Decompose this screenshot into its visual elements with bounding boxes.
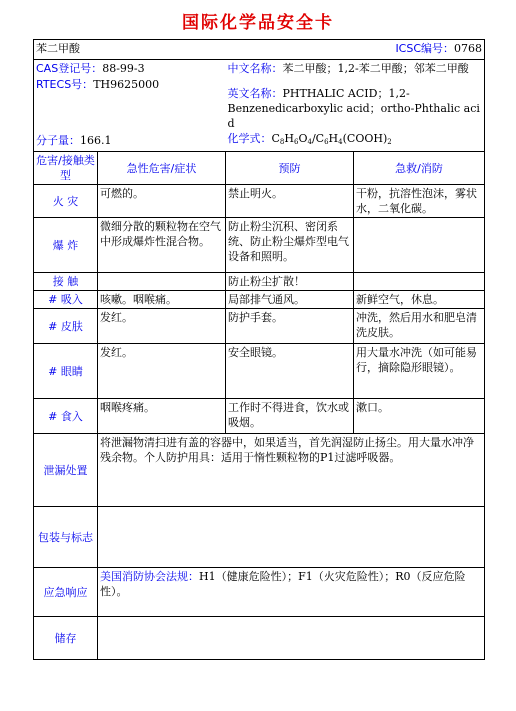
card-title: 国际化学品安全卡 <box>182 13 334 33</box>
header-symptoms: 急性危害/症状 <box>98 152 226 185</box>
symptoms-cell: 微细分散的颗粒物在空气中形成爆炸性混合物。 <box>98 218 226 273</box>
symptoms-cell: 可燃的。 <box>98 185 226 218</box>
firstaid-cell: 冲洗，然后用水和肥皂清洗皮肤。 <box>354 309 485 344</box>
row-label: 火 灾 <box>34 185 98 218</box>
symptoms-cell <box>98 273 226 291</box>
mw-line <box>36 133 112 149</box>
symptoms-cell: 发红。 <box>98 344 226 399</box>
hazard-header-row <box>34 152 485 185</box>
firstaid-cell <box>354 218 485 273</box>
icsc-label: ICSC编号： <box>395 42 455 55</box>
prevention-cell: 安全眼镜。 <box>226 344 354 399</box>
en-name-label: 英文名称： <box>227 87 283 100</box>
firstaid-cell: 漱口。 <box>354 399 485 434</box>
emergency-highlight: 美国消防协会法规： <box>100 570 199 583</box>
chemical-name: 苯二甲酸 <box>36 42 80 55</box>
firstaid-cell: 用大量水冲洗（如可能易行，摘除隐形眼镜）。 <box>354 344 485 399</box>
packaging-label: 包装与标志 <box>34 507 98 568</box>
hazard-row-fire <box>34 185 485 218</box>
hazard-row-eyes <box>34 344 485 399</box>
symptoms-cell: 发红。 <box>98 309 226 344</box>
cas-value: 88-99-3 <box>102 62 145 75</box>
row-label: 接 触 <box>34 273 98 291</box>
spill-label: 泄漏处置 <box>34 434 98 507</box>
en-name-line <box>228 86 483 131</box>
rtecs-label: RTECS号： <box>36 78 94 91</box>
row-label: # 眼睛 <box>34 344 98 399</box>
storage-text <box>98 617 485 660</box>
packaging-text <box>98 507 485 568</box>
storage-label: 储存 <box>34 617 98 660</box>
icsc-value: 0768 <box>454 42 483 55</box>
prevention-cell: 工作时不得进食，饮水或吸烟。 <box>226 399 354 434</box>
storage-row <box>34 617 485 660</box>
spill-row <box>34 434 485 507</box>
prevention-cell: 防止粉尘扩散！ <box>226 273 354 291</box>
firstaid-cell: 干粉，抗溶性泡沫，雾状水，二氧化碳。 <box>354 185 485 218</box>
mw-value: 166.1 <box>80 134 112 147</box>
emergency-cell <box>98 568 485 617</box>
en-name-line2: Benzenedicarboxylic acid；ortho-Phthalic acid <box>227 102 480 130</box>
row-label: 爆 炸 <box>34 218 98 273</box>
cas-label: CAS登记号： <box>36 62 103 75</box>
rtecs-line <box>36 77 224 93</box>
prevention-cell: 禁止明火。 <box>226 185 354 218</box>
cas-line <box>36 61 224 77</box>
hazard-row-inhalation <box>34 291 485 309</box>
hazard-row-skin <box>34 309 485 344</box>
name-row <box>34 40 485 60</box>
mw-label: 分子量： <box>36 134 80 147</box>
header-hazard: 危害/接触类型 <box>34 152 98 185</box>
hazard-row-ingestion <box>34 399 485 434</box>
row-label: # 食入 <box>34 399 98 434</box>
packaging-row <box>34 507 485 568</box>
emergency-text: H1（健康危险性）；F1（火灾危险性）；R0（反应危险性）。 <box>100 570 466 598</box>
cn-name-value: 苯二甲酸；1,2-苯二甲酸；邻苯二甲酸 <box>282 62 469 75</box>
prevention-cell: 防护手套。 <box>226 309 354 344</box>
prevention-cell: 防止粉尘沉积、密闭系统、防止粉尘爆炸型电气设备和照明。 <box>226 218 354 273</box>
icsc-number <box>395 41 482 56</box>
safety-card-table <box>33 39 485 660</box>
formula-line <box>228 131 483 150</box>
formula-value: $C_8H_6O_4/C_6H_4(COOH)_2$ <box>271 132 392 146</box>
firstaid-cell: 新鲜空气，休息。 <box>354 291 485 309</box>
row-label: # 皮肤 <box>34 309 98 344</box>
cn-name-line <box>228 61 483 76</box>
en-name-line1: PHTHALIC ACID；1,2- <box>282 87 410 100</box>
cn-name-label: 中文名称： <box>227 62 283 75</box>
header-prevention: 预防 <box>226 152 354 185</box>
symptoms-cell: 咽喉疼痛。 <box>98 399 226 434</box>
symptoms-cell: 咳嗽。咽喉痛。 <box>98 291 226 309</box>
identification-row <box>34 60 485 152</box>
emergency-row <box>34 568 485 617</box>
prevention-cell: 局部排气通风。 <box>226 291 354 309</box>
hazard-row-explosion <box>34 218 485 273</box>
emergency-label: 应急响应 <box>34 568 98 617</box>
firstaid-cell <box>354 273 485 291</box>
spill-text: 将泄漏物清扫进有盖的容器中，如果适当，首先润湿防止扬尘。用大量水冲净残余物。个人防护用具：适用于惰性颗粒物的P1过滤呼吸器。 <box>98 434 485 507</box>
rtecs-value: TH9625000 <box>93 78 160 91</box>
header-firstaid: 急救/消防 <box>354 152 485 185</box>
hazard-row-contact <box>34 273 485 291</box>
formula-label: 化学式： <box>227 132 272 145</box>
row-label: # 吸入 <box>34 291 98 309</box>
